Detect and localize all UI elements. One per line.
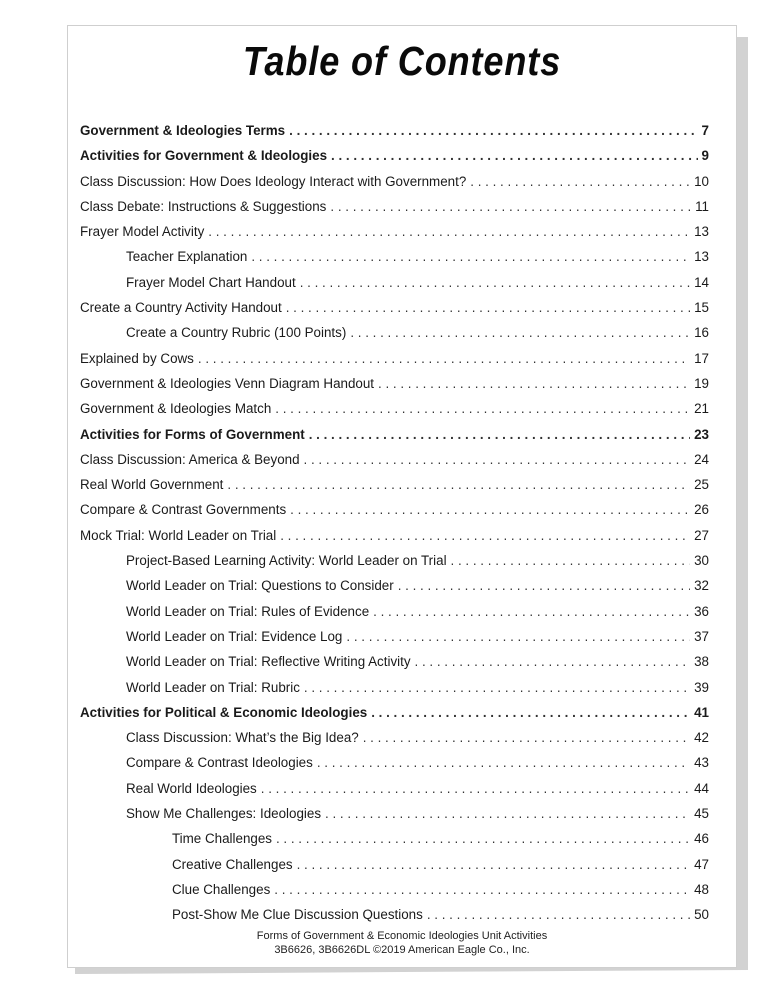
toc-entry	[80, 346, 709, 371]
document-page	[67, 25, 737, 968]
toc-page-number: 38	[694, 654, 709, 670]
toc-section-heading	[80, 700, 709, 725]
toc-page-number: 21	[694, 401, 709, 417]
toc-entry-label: Creative Challenges	[172, 856, 293, 872]
toc-entry-label: Class Discussion: How Does Ideology Interact with Government?	[80, 173, 467, 189]
toc-entry-label: Mock Trial: World Leader on Trial	[80, 527, 277, 543]
dot-leader	[275, 396, 690, 421]
dot-leader	[227, 472, 690, 497]
toc-page-number: 23	[694, 426, 709, 442]
toc-entry	[80, 902, 709, 927]
toc-entry	[80, 573, 709, 598]
toc-section-heading	[80, 422, 709, 447]
toc-page-number: 16	[694, 325, 709, 341]
toc-entry	[80, 877, 709, 902]
dot-leader	[325, 801, 690, 826]
toc-page-number: 13	[694, 224, 709, 240]
page-title: Table of Contents	[242, 38, 562, 84]
toc-entry-label: Class Discussion: America & Beyond	[80, 451, 300, 467]
toc-entry-label: Government & Ideologies Match	[80, 401, 272, 417]
toc-page-number: 15	[694, 300, 709, 316]
toc-page-number: 30	[694, 553, 709, 569]
dot-leader	[300, 270, 690, 295]
dot-leader	[290, 497, 690, 522]
dot-leader	[309, 422, 690, 447]
toc-entry-label: Activities for Political & Economic Ideologies	[80, 704, 368, 720]
toc-entry	[80, 371, 709, 396]
toc-entry-label: Clue Challenges	[172, 881, 271, 897]
toc-entry-label: Time Challenges	[172, 831, 272, 847]
toc-page-number: 36	[694, 603, 709, 619]
toc-entry-label: Show Me Challenges: Ideologies	[126, 806, 322, 822]
toc-section-heading	[80, 143, 709, 168]
toc-entry	[80, 295, 709, 320]
toc-page-number: 32	[694, 578, 709, 594]
dot-leader	[304, 447, 691, 472]
toc-page-number: 26	[694, 502, 709, 518]
page-shadow-right	[737, 37, 748, 969]
toc-entry-label: Real World Ideologies	[126, 780, 257, 796]
dot-leader	[276, 826, 690, 851]
toc-page-number: 9	[701, 148, 709, 164]
footer-copyright: 3B6626, 3B6626DL ©2019 American Eagle Co., Inc.	[274, 944, 530, 956]
dot-leader	[251, 244, 690, 269]
page-footer	[68, 929, 736, 957]
toc-page-number: 7	[701, 123, 709, 138]
dot-leader	[451, 548, 691, 573]
toc-page-number: 44	[694, 780, 709, 796]
toc-page-number: 47	[694, 856, 709, 872]
toc-page-number: 19	[694, 375, 709, 391]
toc-entry-label: Teacher Explanation	[126, 249, 248, 265]
toc-entry	[80, 624, 709, 649]
toc-entry-label: World Leader on Trial: Reflective Writing Activity	[126, 654, 411, 670]
toc-entry-label: Government & Ideologies Terms	[80, 123, 286, 138]
toc-entry	[80, 497, 709, 522]
dot-leader	[330, 194, 691, 219]
toc-entry-label: World Leader on Trial: Rules of Evidence	[126, 603, 370, 619]
dot-leader	[427, 902, 690, 927]
toc-entry-label: Government & Ideologies Venn Diagram Handout	[80, 375, 375, 391]
toc-entry	[80, 599, 709, 624]
toc-page-number: 41	[694, 704, 709, 720]
toc-page-number: 27	[694, 527, 709, 543]
toc-entry-label: Post-Show Me Clue Discussion Questions	[172, 907, 423, 923]
toc-entry	[80, 725, 709, 750]
toc-entry-label: Real World Government	[80, 477, 224, 493]
toc-page-number: 10	[694, 173, 709, 189]
dot-leader	[317, 750, 690, 775]
toc-page-number: 43	[694, 755, 709, 771]
toc-page-number: 39	[694, 679, 709, 695]
toc-page-number: 24	[694, 451, 709, 467]
toc-entry-label: Activities for Forms of Government	[80, 426, 305, 442]
dot-leader	[297, 852, 691, 877]
dot-leader	[346, 624, 690, 649]
dot-leader	[415, 649, 691, 674]
dot-leader	[371, 700, 690, 725]
toc-section-heading	[80, 118, 709, 143]
toc-page-number: 37	[694, 628, 709, 644]
toc-entry-label: Class Discussion: What’s the Big Idea?	[126, 730, 359, 746]
toc-entry	[80, 447, 709, 472]
toc-entry-label: Frayer Model Chart Handout	[126, 274, 296, 290]
toc-page-number: 45	[694, 806, 709, 822]
dot-leader	[398, 573, 690, 598]
toc-entry	[80, 244, 709, 269]
dot-leader	[378, 371, 690, 396]
toc-entry	[80, 472, 709, 497]
toc-entry-label: World Leader on Trial: Evidence Log	[126, 628, 343, 644]
toc-entry	[80, 194, 709, 219]
dot-leader	[286, 295, 690, 320]
toc-entry-label: Explained by Cows	[80, 350, 194, 366]
toc-page-number: 50	[694, 907, 709, 923]
dot-leader	[304, 675, 690, 700]
dot-leader	[280, 523, 690, 548]
toc-entry	[80, 675, 709, 700]
toc-entry	[80, 320, 709, 345]
toc-entry-label: Class Debate: Instructions & Suggestions	[80, 198, 327, 214]
toc-entry	[80, 523, 709, 548]
footer-title: Forms of Government & Economic Ideologies Unit Activities	[256, 930, 548, 942]
dot-leader	[274, 877, 690, 902]
toc-entry	[80, 801, 709, 826]
toc-page-number: 48	[694, 881, 709, 897]
dot-leader	[363, 725, 690, 750]
toc-page-number: 13	[694, 249, 709, 265]
toc-entry-label: Compare & Contrast Governments	[80, 502, 287, 518]
table-of-contents-list	[80, 118, 709, 928]
toc-entry-label: World Leader on Trial: Questions to Consider	[126, 578, 394, 594]
toc-entry-label: World Leader on Trial: Rubric	[126, 679, 300, 695]
dot-leader	[373, 599, 690, 624]
toc-entry-label: Create a Country Activity Handout	[80, 300, 282, 316]
toc-page-number: 42	[694, 730, 709, 746]
toc-page-number: 14	[694, 274, 709, 290]
dot-leader	[198, 346, 690, 371]
toc-entry	[80, 750, 709, 775]
toc-entry	[80, 548, 709, 573]
toc-page-number: 11	[695, 198, 709, 214]
dot-leader	[350, 320, 690, 345]
toc-page-number: 25	[694, 477, 709, 493]
toc-entry	[80, 270, 709, 295]
dot-leader	[470, 169, 690, 194]
toc-page-number: 46	[694, 831, 709, 847]
toc-entry-label: Create a Country Rubric (100 Points)	[126, 325, 347, 341]
toc-entry	[80, 396, 709, 421]
toc-entry-label: Project-Based Learning Activity: World Leader on Trial	[126, 553, 447, 569]
dot-leader	[261, 776, 690, 801]
toc-entry-label: Compare & Contrast Ideologies	[126, 755, 313, 771]
dot-leader	[331, 143, 698, 168]
toc-entry	[80, 169, 709, 194]
dot-leader	[289, 118, 697, 143]
toc-entry-label: Activities for Government & Ideologies	[80, 148, 328, 164]
toc-entry	[80, 776, 709, 801]
toc-entry	[80, 852, 709, 877]
toc-entry	[80, 649, 709, 674]
dot-leader	[208, 219, 690, 244]
toc-entry	[80, 219, 709, 244]
toc-page-number: 17	[694, 350, 709, 366]
toc-entry-label: Frayer Model Activity	[80, 224, 205, 240]
toc-entry	[80, 826, 709, 851]
